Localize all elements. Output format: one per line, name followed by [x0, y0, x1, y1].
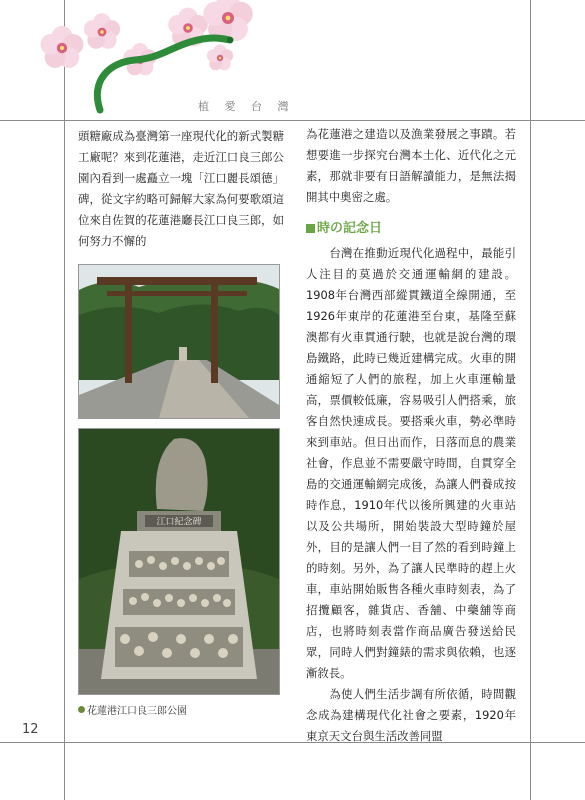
page-number: 12	[22, 722, 39, 737]
section-heading	[306, 218, 516, 239]
header-title: 植 愛 台 灣	[198, 100, 295, 113]
top-rule	[0, 120, 585, 121]
right-column	[306, 124, 516, 747]
left-vertical-rule	[64, 0, 65, 800]
right-paragraph-1: 台灣在推動近現代化過程中，最能引人注目的莫過於交通運輸網的建設。1908年台灣西部縱貫鐵道全線開通，至1926年東岸的花蓮港至台東，基隆至蘇澳都有火車貫通行駛，也就是說台灣的環島鐵路，此時已幾近建構完成。火車的開通縮短了人們的旅程，加上火車運輸量高，票價較低廉，容易吸引人們搭乘，旅客自然快速成長。要搭乘火車，勢必準時來到車站。但日出而作，日落而息的農業社會，作息並不需要嚴守時間，自貫穿全島的交通運輸網完成後，為讓人們養成按時作息，1910年代以後所興建的火車站以及公共場所，開始裝設大型時鐘於屋外，目的是讓人們一目了然的看到時鐘上的時刻。另外，為了讓人民準時的趕上火車，車站開始販售各種火車時刻表，為了招攬顧客，雜貨店、香舖、中藥舖等商店，也將時刻表當作商品廣告發送給民眾，同時人們對鐘錶的需求與依賴，也逐漸敘長。	[306, 246, 516, 680]
heading-square-icon	[306, 224, 315, 233]
torii-gate-illustration	[79, 265, 279, 418]
section-heading-text: 時の記念日	[317, 221, 383, 236]
monument-inscription: 江口紀念碑	[156, 517, 202, 528]
monument-illustration	[79, 429, 279, 694]
right-intro-paragraph: 為花蓮港之建造以及漁業發展之事蹟。若想要進一步探究台灣本土化、近代化之元素，那就非要有日語解讀能力，是無法揭開其中奧密之處。	[306, 127, 516, 204]
torii-gate-photo	[78, 264, 280, 419]
right-vertical-rule	[530, 0, 531, 800]
left-column	[78, 126, 284, 252]
caption-text: 花蓮港江口良三郎公園	[87, 706, 187, 717]
right-paragraph-2: 為使人們生活步調有所依循，時間觀念成為建構現代化社會之要素，1920年東京天文台與生活改善同盟	[306, 687, 516, 743]
monument-photo	[78, 428, 280, 695]
left-paragraph: 頭糖廠成為臺灣第一座現代化的新式製糖工廠呢？來到花蓮港，走近江口良三郎公園內看到一處矗立一塊「江口麗長頌德」碑，從文字約略可歸解大家為何要歌頌這位來自佐賀的花蓮港廳長江口良三郎，如何努力不懈的	[78, 129, 284, 248]
photo-caption	[78, 702, 187, 717]
bullet-dot-icon	[78, 706, 85, 713]
